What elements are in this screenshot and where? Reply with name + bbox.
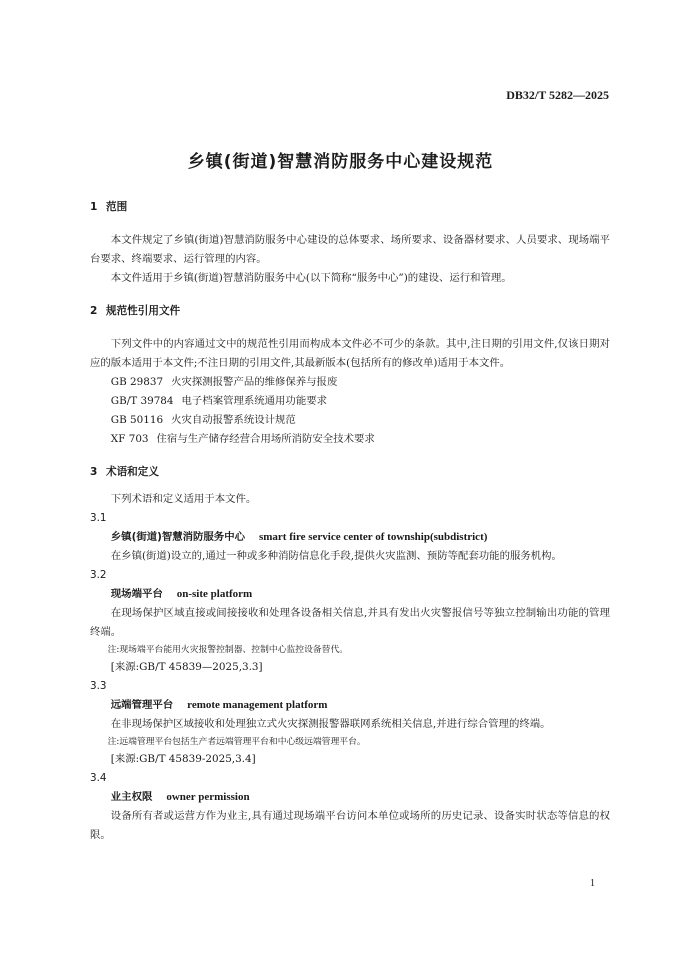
term-en: remote management platform — [187, 699, 328, 711]
paragraph: 下列文件中的内容通过文中的规范性引用而构成本文件必不可少的条款。其中,注日期的引用文件,仅该日期对应的版本适用于本文件;不注日期的引用文件,其最新版本(包括所有的修改单)适用于本文件。 — [90, 338, 610, 369]
section-number: 2 — [90, 305, 98, 317]
reference-code: XF 703 — [110, 433, 149, 445]
term-entry — [90, 788, 610, 807]
term-definition: 在乡镇(街道)设立的,通过一种或多种消防信息化手段,提供火灾监测、预防等配套功能的服务机构。 — [110, 550, 562, 562]
term-entry — [90, 528, 610, 547]
reference-code: GB 29837 — [110, 376, 164, 388]
term-zh: 现场端平台 — [110, 588, 163, 600]
reference-code: GB 50116 — [110, 414, 164, 426]
clause-number: 3.2 — [90, 569, 107, 581]
document-body — [90, 198, 610, 845]
reference-item — [90, 392, 610, 411]
clause-number: 3.1 — [90, 512, 107, 524]
clause-number: 3.4 — [90, 772, 107, 784]
section-title: 规范性引用文件 — [106, 305, 181, 317]
term-definition: 设备所有者或运营方作为业主,具有通过现场端平台访问本单位或场所的历史记录、设备实时状态等信息的权限。 — [90, 810, 610, 841]
term-source: [来源:GB/T 45839-2025,3.4] — [110, 753, 256, 765]
term-definition: 在现场保护区域直接或间接接收和处理各设备相关信息,并具有发出火灾警报信号等独立控制输出功能的管理终端。 — [90, 607, 610, 638]
page-number: 1 — [590, 878, 595, 889]
section-3-heading — [90, 463, 610, 482]
reference-item — [90, 373, 610, 392]
section-title: 范围 — [106, 201, 128, 213]
reference-code: GB/T 39784 — [110, 395, 174, 407]
reference-title: 住宿与生产储存经营合用场所消防安全技术要求 — [156, 433, 375, 445]
term-source: [来源:GB/T 45839—2025,3.3] — [110, 661, 263, 673]
paragraph: 本文件规定了乡镇(街道)智慧消防服务中心建设的总体要求、场所要求、设备器材要求、人员要求、现场端平台要求、终端要求、运行管理的内容。 — [90, 234, 610, 265]
reference-title: 火灾自动报警系统设计规范 — [171, 414, 296, 426]
section-2-heading — [90, 302, 610, 321]
paragraph: 下列术语和定义适用于本文件。 — [110, 493, 257, 505]
section-number: 1 — [90, 201, 98, 213]
term-zh: 业主权限 — [110, 791, 153, 803]
term-zh: 远端管理平台 — [110, 699, 174, 711]
reference-item — [90, 411, 610, 430]
document-title: 乡镇(街道)智慧消防服务中心建设规范 — [187, 152, 494, 172]
term-en: smart fire service center of township(subdistrict) — [258, 531, 488, 543]
term-entry — [90, 585, 610, 604]
term-entry — [90, 696, 610, 715]
section-title: 术语和定义 — [106, 466, 159, 478]
term-en: on-site platform — [176, 588, 253, 600]
term-zh: 乡镇(街道)智慧消防服务中心 — [110, 531, 245, 543]
clause-number: 3.3 — [90, 680, 107, 692]
standard-code: DB32/T 5282—2025 — [506, 88, 609, 102]
reference-item — [90, 430, 610, 449]
section-1-heading — [90, 198, 610, 217]
paragraph: 本文件适用于乡镇(街道)智慧消防服务中心(以下简称“服务中心”)的建设、运行和管理。 — [110, 272, 512, 284]
term-note: 注:现场端平台能用火灾报警控制器、控制中心监控设备替代。 — [107, 645, 349, 655]
term-definition: 在非现场保护区域接收和处理独立式火灾探测报警器联网系统相关信息,并进行综合管理的终端。 — [110, 718, 551, 730]
term-en: owner permission — [166, 791, 250, 803]
reference-title: 电子档案管理系统通用功能要求 — [181, 395, 327, 407]
term-note: 注:远端管理平台包括生产者远端管理平台和中心级远端管理平台。 — [107, 737, 366, 747]
section-number: 3 — [90, 466, 98, 478]
reference-title: 火灾探测报警产品的维修保养与报废 — [171, 376, 338, 388]
